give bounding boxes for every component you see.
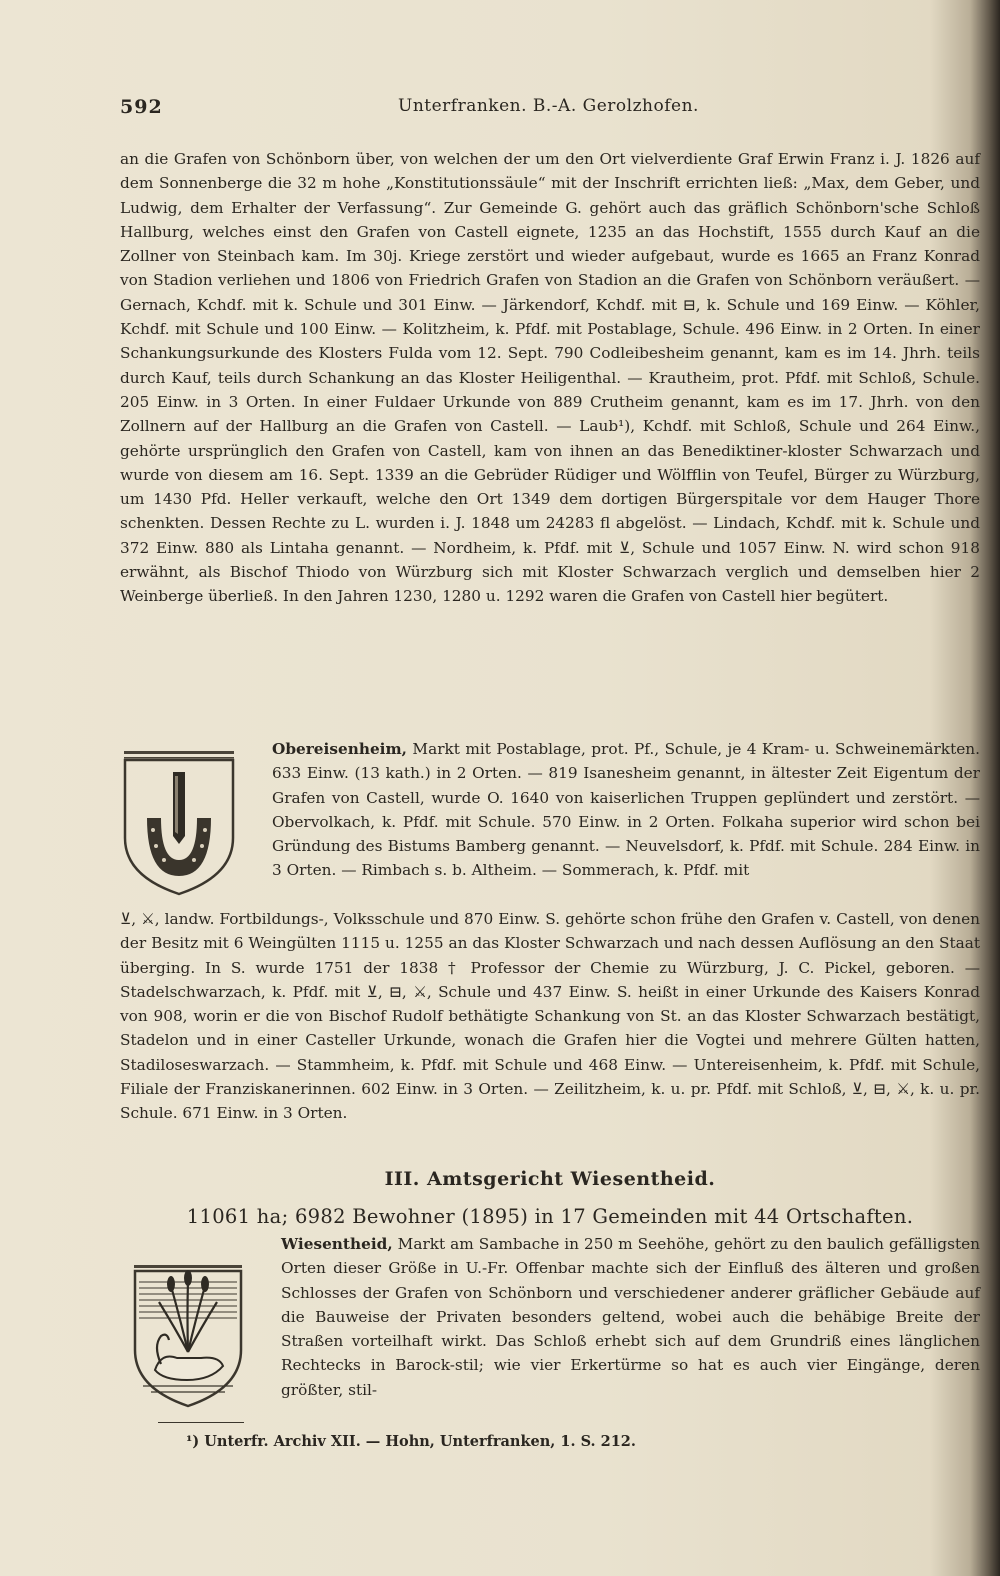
paragraph-continued (120, 147, 980, 609)
section-summary: 11061 ha; 6982 Bewohner (1895) in 17 Gemeinden mit 44 Ortschaften. (186, 1205, 914, 1228)
paragraph-text: an die Grafen von Schönborn über, von welchen der um den Ort vielverdiente Graf Erwin Franz i. J. 1826 auf dem Sonnenberge die 32 m hohe „Konstitutionssäule“ mit der Inschrift errichten ließ: „Max, dem Geber, und Ludwig, dem Erhalter der Verfassung“. Zur Gemeinde G. gehört auch das gräflich Schönborn'sche Schloß Hallburg, welches einst den Grafen von Castell eignete, 1235 an das Hochstift, 1555 durch Kauf an die Zollner von Steinbach kam. Im 30j. Kriege zerstört und wieder aufgebaut, wurde es 1665 an Franz Konrad von Stadion verliehen und 1806 von Friedrich Grafen von Stadion an die Grafen von Schönborn veräußert. — Gernach, Kchdf. mit k. Schule und 301 Einw. — Järkendorf, Kchdf. mit ⊟, k. Schule und 169 Einw. — Köhler, Kchdf. mit Schule und 100 Einw. — Kolitzheim, k. Pfdf. mit Postablage, Schule. 496 Einw. in 2 Orten. In einer Schankungsurkunde des Klosters Fulda vom 12. Sept. 790 Codleibesheim genannt, kam es im 14. Jhrh. teils durch Kauf, teils durch Schankung an das Kloster Heiligenthal. — Krautheim, prot. Pfdf. mit Schloß, Schule. 205 Einw. in 3 Orten. In einer Fuldaer Urkunde von 889 Crutheim genannt, kam es im 17. Jhrh. von den Zollnern auf der Hallburg an die Grafen von Castell. — Laub¹), Kchdf. mit Schloß, Schule und 264 Einw., gehörte ursprünglich den Grafen von Castell, kam von ihnen an das Benediktiner-kloster Schwarzach und wurde von diesem am 16. Sept. 1339 an die Gebrüder Rüdiger und Wölfflin von Teufel, Bürger zu Würzburg, um 1430 Pfd. Heller verkauft, welche den Ort 1349 dem dortigen Bürgerspitale vor dem Hauger Thore schenkten. Dessen Rechte zu L. wurden i. J. 1848 um 24283 fl abgelöst. — Lindach, Kchdf. mit k. Schule und 372 Einw. 880 als Lintaha genannt. — Nordheim, k. Pfdf. mit ⊻, Schule und 1057 Einw. N. wird schon 918 erwähnt, als Bischof Thiodo von Würzburg sich mit Kloster Schwarzach verglich und demselben hier 2 Weinberge überließ. In den Jahren 1230, 1280 u. 1292 waren die Grafen von Castell hier begütert. (120, 150, 980, 606)
obereisenheim-coat-of-arms (121, 748, 237, 898)
entry-name: Wiesentheid, (281, 1235, 393, 1253)
running-title: Unterfranken. B.-A. Gerolzhofen. (398, 96, 699, 116)
page-number: 592 (120, 96, 163, 118)
section-heading: III. Amtsgericht Wiesentheid. (384, 1168, 716, 1190)
paragraph-text: ⊻, ⚔, landw. Fortbildungs-, Volksschule und 870 Einw. S. gehörte schon frühe den Grafen v. Castell, von denen der Besitz mit 6 Weingülten 1115 u. 1255 an das Kloster Schwarzach und nach dessen Auflösung an den Staat überging. In S. wurde 1751 der 1838 † Professor der Chemie zu Würzburg, J. C. Pickel, geboren. — Stadelschwarzach, k. Pfdf. mit ⊻, ⊟, ⚔, Schule und 437 Einw. S. heißt in einer Urkunde des Kaisers Konrad von 908, worin er die von Bischof Rudolf bethätigte Schankung von St. an das Kloster Schwarzach bestätigt, Stadelon und in einer Casteller Urkunde, wonach die Grafen hier die Vogtei und mehrere Gülten hatten, Stadiloseswarzach. — Stammheim, k. Pfdf. mit Schule und 468 Einw. — Untereisenheim, k. Pfdf. mit Schule, Filiale der Franziskanerinnen. 602 Einw. in 3 Orten. — Zeilitzheim, k. u. pr. Pfdf. mit Schloß, ⊻, ⊟, ⚔, k. u. pr. Schule. 671 Einw. in 3 Orten. (120, 910, 980, 1123)
entry-obereisenheim (272, 737, 980, 883)
paragraph-sommerach (120, 907, 980, 1126)
entry-text: Markt mit Postablage, prot. Pf., Schule, je 4 Kram- u. Schweinemärkten. 633 Einw. (13 kath.) in 2 Orten. — 819 Isanesheim genannt, in ältester Zeit Eigentum der Grafen von Castell, wurde O. 1640 von kaiserlichen Truppen geplündert und zerstört. — Obervolkach, k. Pfdf. mit Schule. 570 Einw. in 2 Orten. Folkaha superior wird schon bei Gründung des Bistums Bamberg genannt. — Neuvelsdorf, k. Pfdf. mit Schule. 284 Einw. in 3 Orten. — Rimbach s. b. Altheim. — Sommerach, k. Pfdf. mit (272, 740, 980, 880)
entry-text: Markt am Sambache in 250 m Seehöhe, gehört zu den baulich gefälligsten Orten dieser Größe in U.-Fr. Offenbar machte sich der Einfluß des älteren und großen Schlosses der Grafen von Schönborn und verschiedener anderer gräflicher Gebäude auf die Bauweise der Privaten besonders geltend, wobei auch die behäbige Breite der Straßen vorteilhaft wirkt. Das Schloß erhebt sich auf dem Grundriß eines länglichen Rechtecks in Barock-stil; wie vier Erkertürme so hat es auch vier Eingänge, deren größter, stil- (281, 1235, 980, 1399)
footnote: ¹) Unterfr. Archiv XII. — Hohn, Unterfranken, 1. S. 212. (186, 1433, 636, 1450)
entry-wiesentheid (281, 1232, 980, 1402)
swan-and-reeds-crest-icon (131, 1262, 245, 1410)
entry-name: Obereisenheim, (272, 740, 407, 758)
horseshoe-crest-icon (121, 748, 237, 898)
footnote-rule (158, 1422, 244, 1423)
running-head (120, 96, 980, 124)
wiesentheid-coat-of-arms (131, 1262, 245, 1410)
